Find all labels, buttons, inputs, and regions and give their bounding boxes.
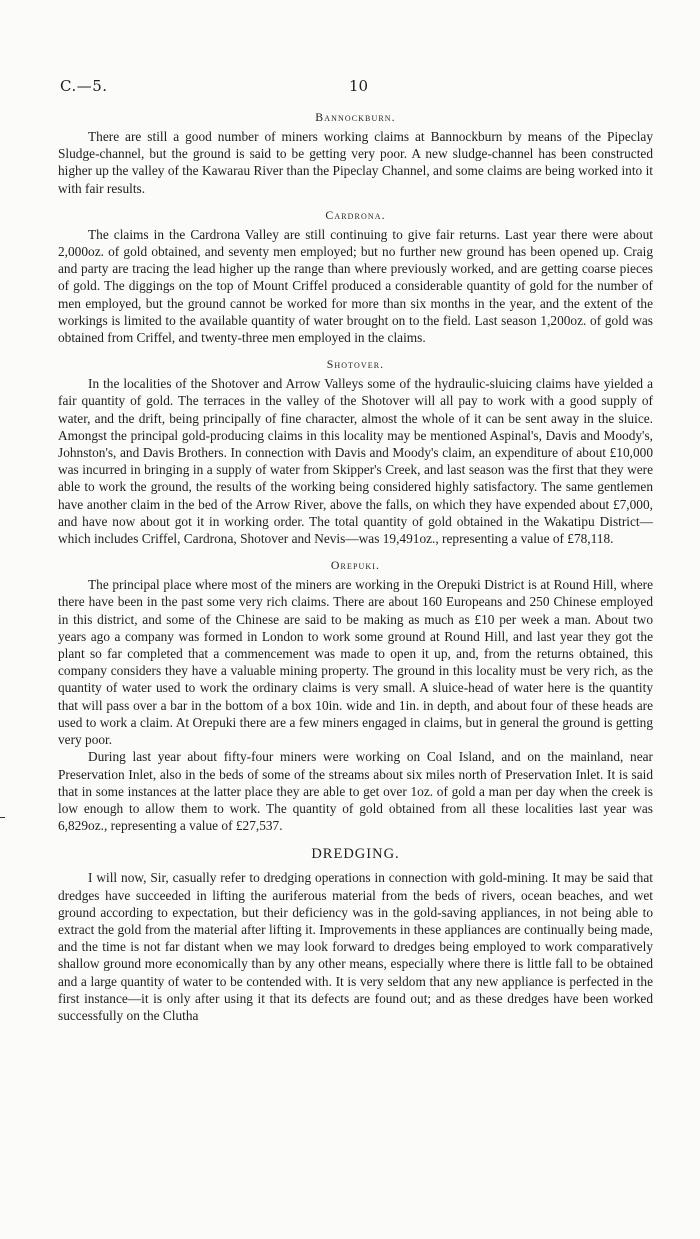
page-body xyxy=(58,110,653,1035)
section-heading: Cardrona. xyxy=(325,207,386,222)
paragraph: I will now, Sir, casually refer to dredging operations in connection with gold-mining. It may be said that dredges have succeeded in lifting the auriferous material from the beds of rivers, ocean beaches, and wet ground according to expectation, but their deficiency was in the gold-saving appliances, in not being able to extract the gold from the material after lifting it. Improvements in these appliances are continually being made, and the time is not far distant when we may look forward to dredges being employed to work comparatively shallow ground more economically than by any other means, especially where there is little fall to be obtained and a large quantity of water to be contended with. It is very seldom that any new appliance is perfected in the first instance—it is only after using it that its defects are found out; and as these dredges have been worked successfully on the Clutha xyxy=(58,870,653,1023)
section-heading: Shotover. xyxy=(326,357,385,372)
document-reference: C.—5. xyxy=(60,77,108,95)
paragraph: The principal place where most of the miners are working in the Orepuki District is at Round Hill, where there have been in the past some very rich claims. There are about 160 Europeans and 250 Chinese employed in this district, and some of the Chinese are said to be making as much as £10 per week a man. About two years ago a company was formed in London to work some ground at Round Hill, and last year they got the plant so far completed that a commencement was made to open it up, and, from the returns obtained, this company considers they have a valuable mining property. The ground in this locality must be very rich, as the quantity of water used to work the ordinary claims is very small. A sluice-head of water here is the quantity that will pass over a bar in the bottom of a box 10in. wide and 1in. in depth, and about four of these heads are used to work a claim. At Orepuki there are a few miners engaged in claims, but in general the ground is getting very poor. xyxy=(58,577,653,748)
section-orepuki xyxy=(58,558,653,834)
section-heading: Orepuki. xyxy=(330,558,381,573)
section-bannockburn xyxy=(58,110,653,197)
page-number: 10 xyxy=(349,77,369,95)
section-dredging xyxy=(58,845,653,1024)
section-shotover xyxy=(58,357,653,547)
section-cardrona xyxy=(58,208,653,346)
section-heading: DREDGING. xyxy=(311,846,400,863)
paragraph: The claims in the Cardrona Valley are still continuing to give fair returns. Last year there were about 2,000oz. of gold obtained, and seventy men employed; but no further new ground has been opened up. Craig and party are tracing the lead higher up the range than where previously worked, and are getting coarse pieces of gold. The diggings on the top of Mount Criffel produced a considerable quantity of gold for the number of men employed, but the ground cannot be worked for more than six months in the year, and the extent of the workings is limited to the available quantity of water brought on to the field. Last season 1,200oz. of gold was obtained from Criffel, and twenty-three men employed in the claims. xyxy=(58,226,653,346)
paragraph: During last year about fifty-four miners were working on Coal Island, and on the mainland, near Preservation Inlet, also in the beds of some of the streams about six miles north of Preservation Inlet. It is said that in some instances at the latter place they are able to get over 1oz. of gold a man per day when the creek is low enough to allow them to work. The quantity of gold obtained from all these localities last year was 6,829oz., representing a value of £27,537. xyxy=(58,749,653,834)
section-heading: Bannockburn. xyxy=(315,110,396,124)
paragraph: There are still a good number of miners working claims at Bannockburn by means of the Pipeclay Sludge-channel, but the ground is said to be getting very poor. A new sludge-channel has been constructed higher up the valley of the Kawarau River than the Pipeclay Channel, and some claims are being worked into it with fair results. xyxy=(58,129,653,196)
paragraph: In the localities of the Shotover and Arrow Valleys some of the hydraulic-sluicing claims have yielded a fair quantity of gold. The terraces in the valley of the Shotover will all pay to work with a good supply of water, and the drift, being principally of fine character, almost the whole of it can be sent away in the sluice. Amongst the principal gold-producing claims in this locality may be mentioned Aspinal's, Davis and Moody's, Johnston's, and Davis Brothers. In connection with Davis and Moody's claim, an expenditure of about £10,000 was incurred in bringing in a supply of water from Skipper's Creek, and last season was the first that they were able to work the ground, the results of the working being considered highly satisfactory. The same gentlemen have another claim in the bed of the Arrow River, above the falls, on which they have expended about £7,000, and have now about got it in working order. The total quantity of gold obtained in the Wakatipu District—which includes Criffel, Cardrona, Shotover and Nevis—was 19,491oz., representing a value of £78,118. xyxy=(58,376,653,547)
margin-mark xyxy=(0,817,5,818)
page-header xyxy=(60,77,646,97)
